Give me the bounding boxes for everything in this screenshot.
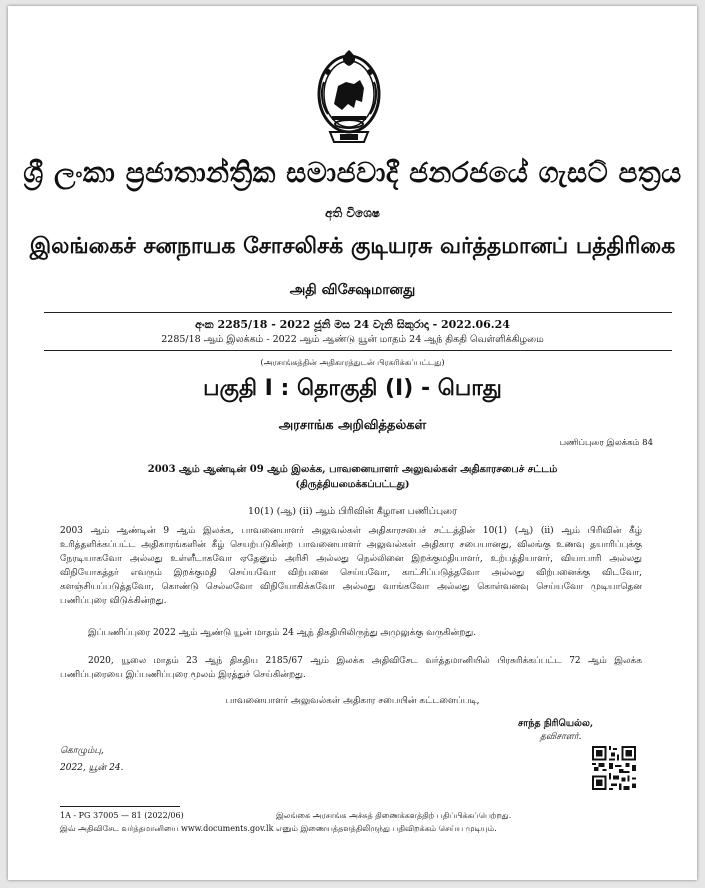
footer-printed-by: இலங்கை அரசாங்க அச்சுத் திணைக்களத்திற் பதிப்பிக்கப்பெற்றது. <box>276 811 512 820</box>
extraordinary-label-tamil: அதி விசேஷமானது <box>289 282 416 298</box>
authority-line: (அரசாங்கத்தின் அதிகாரத்துடன் பிரசுரிக்கப்பட்டது) <box>260 358 445 367</box>
date: 2022, யூன் 24. <box>60 763 124 773</box>
header-rule-bottom <box>44 350 672 351</box>
act-title: 2003 ஆம் ஆண்டின் 09 ஆம் இலக்க, பாவனையாளர் அலுவல்கள் அதிகாரசபைச் சட்டம் <box>147 464 558 475</box>
section-heading: அரசாங்க அறிவித்தல்கள் <box>278 418 427 433</box>
paragraph-1: 2003 ஆம் ஆண்டின் 9 ஆம் இலக்க, பாவனையாளர் அலுவல்கள் அதிகாரசபைச் சட்டத்தின் 10(1) (ஆ) (ii) ஆம் பிரிவின் கீழ் உரித்தளிக்கப்பட்ட அதிகாரங்களின் கீழ் செயற்படுகின்ற பாவனையாளர் அலுவல்கள் அதிகார சபையானது, விலங்கு உணவு தயாரிப்புக்கு நேரடியாகவோ அல்லது உள்ளீடாகவோ ஏதேனும் அரிசி அல்லது நெல்லினை இறக்குமதியாளர், உற்பத்தியாளர், வியாபாரி அல்லது விநியோகத்தர் எவரும் இறக்குமதி செய்யவோ விற்பனை செய்யவோ, காட்சிப்படுத்தவோ அல்லது விற்பனைக்கு விடவோ, களஞ்சியப்படுத்தவோ, கொண்டு செல்லவோ விநியோகிக்கவோ அல்லது வாங்கவோ அல்லது கொள்வனவு செய்யவோ முடியாதென பணிப்புரை விடுக்கின்றது. <box>60 526 642 606</box>
footer-print-code: 1A - PG 37005 — 81 (2022/06) <box>60 811 184 820</box>
place: கொழும்பு, <box>60 746 104 756</box>
gazette-page <box>8 6 697 880</box>
qr-code-icon <box>592 746 636 790</box>
paragraph-2: இப்பணிப்புரை 2022 ஆம் ஆண்டு யூன் மாதம் 24 ஆந் திகதியிலிருந்து அமுலுக்கு வருகின்றது. <box>88 628 477 638</box>
header-rule-top <box>44 312 672 313</box>
extraordinary-label-sinhala: අති විශෙෂ <box>325 206 380 220</box>
part-heading: பகுதி I : தொகுதி (I) - பொது <box>203 376 502 401</box>
gazette-title-tamil: இலங்கைச் சனநாயக சோசலிசக் குடியரசு வர்த்தமானப் பத்திரிகை <box>29 234 676 259</box>
gazette-title-sinhala: ශ්‍රී ලංකා ප්‍රජාතාන්ත්‍රික සමාජවාදී ජනරජයේ ගැසට් පත්‍රය <box>23 156 682 189</box>
footer-rule <box>60 806 180 807</box>
act-subtitle: (திருத்தியமைக்கப்பட்டது) <box>295 479 410 490</box>
issue-line-tamil: 2285/18 ஆம் இலக்கம் - 2022 ஆம் ஆண்டு யூன் மாதம் 24 ஆந் திகதி வெள்ளிக்கிழமை <box>161 334 544 345</box>
paragraph-3: 2020, யூலை மாதம் 23 ஆந் திகதிய 2185/67 ஆம் இலக்க அதிவிசேட வர்த்தமானியில் பிரசுரிக்கப்பட்ட 72 ஆம் இலக்க பணிப்புரையை இப்பணிப்புரை மூலம் இரத்துச் செய்கின்றது. <box>60 656 642 680</box>
signer-title: தவிசாளர். <box>540 732 582 742</box>
by-order-line: பாவனையாளர் அலுவல்கள் அதிகார சபையின் கட்டளைப்படி, <box>225 696 480 706</box>
footer-web-note: இவ் அதிவிசேட வர்த்தமானியை www.documents.gov.lk எனும் இணையத்தளத்திலிருந்து பதிவிறக்கம் செய்ய முடியும். <box>60 824 497 833</box>
order-heading: 10(1) (ஆ) (ii) ஆம் பிரிவின் கீழான பணிப்புரை <box>248 506 457 517</box>
sri-lanka-emblem-icon <box>312 42 386 148</box>
issue-line-sinhala: අංක 2285/18 - 2022 ජූනි මස 24 වැනි සිකුරාදා - 2022.06.24 <box>195 318 510 331</box>
signer-name: சாந்த நிரியெல்ல, <box>518 718 594 729</box>
notice-number: பணிப்புரை இலக்கம் 84 <box>559 438 653 448</box>
